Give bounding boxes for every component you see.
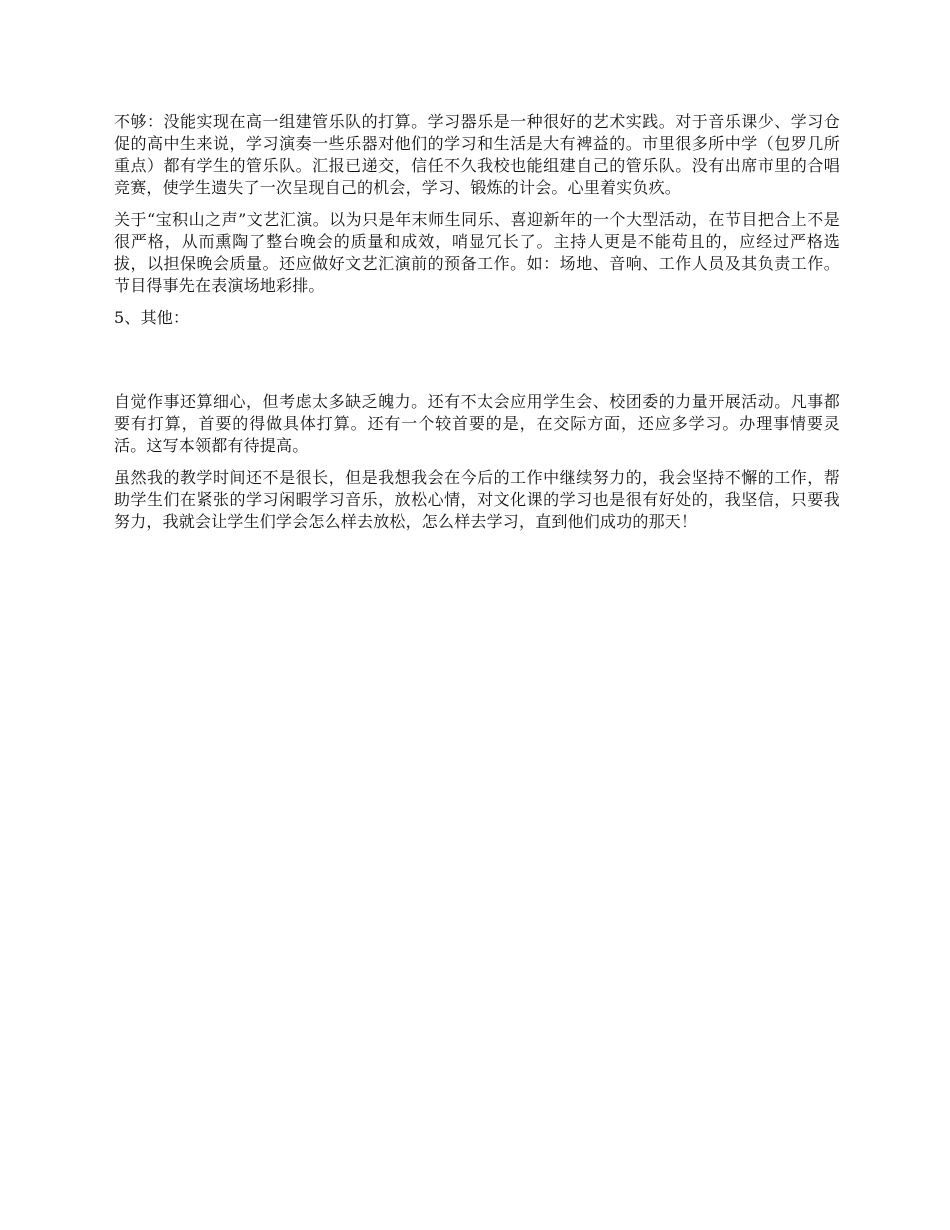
document-body <box>114 111 840 543</box>
section-spacer <box>114 329 840 391</box>
paragraph-conclusion: 虽然我的教学时间还不是很长，但是我想我会在今后的工作中继续努力的，我会坚持不懈的工作，帮助学生们在紧张的学习闲暇学习音乐，放松心情，对文化课的学习也是很有好处的，我坚信，只要我努力，我就会让学生们学会怎么样去放松，怎么样去学习，直到他们成功的那天！ <box>114 468 840 531</box>
paragraph-band-plan: 不够：没能实现在高一组建管乐队的打算。学习器乐是一种很好的艺术实践。对于音乐课少、学习仓促的高中生来说，学习演奏一些乐器对他们的学习和生活是大有裨益的。市里很多所中学（包罗几所重点）都有学生的管乐队。汇报已递交，信任不久我校也能组建自己的管乐队。没有出席市里的合唱竞赛，使学生遗失了一次呈现自己的机会，学习、锻炼的计会。心里着实负疚。 <box>114 112 840 197</box>
paragraph-self-review: 自觉作事还算细心，但考虑太多缺乏魄力。还有不太会应用学生会、校团委的力量开展活动。凡事都要有打算，首要的得做具体打算。还有一个较首要的是，在交际方面，还应多学习。办理事情要灵活。这写本领都有待提高。 <box>114 392 840 455</box>
section-heading-other: 5、其他： <box>114 308 190 327</box>
paragraph-arts-gala: 关于“宝积山之声”文艺汇演。以为只是年末师生同乐、喜迎新年的一个大型活动，在节目把合上不是很严格，从而熏陶了整台晚会的质量和成效，哨显冗长了。主持人更是不能苟且的，应经过严格选拔，以担保晚会质量。还应做好文艺汇演前的预备工作。如：场地、音响、工作人员及其负责工作。节目得事先在表演场地彩排。 <box>114 210 840 295</box>
